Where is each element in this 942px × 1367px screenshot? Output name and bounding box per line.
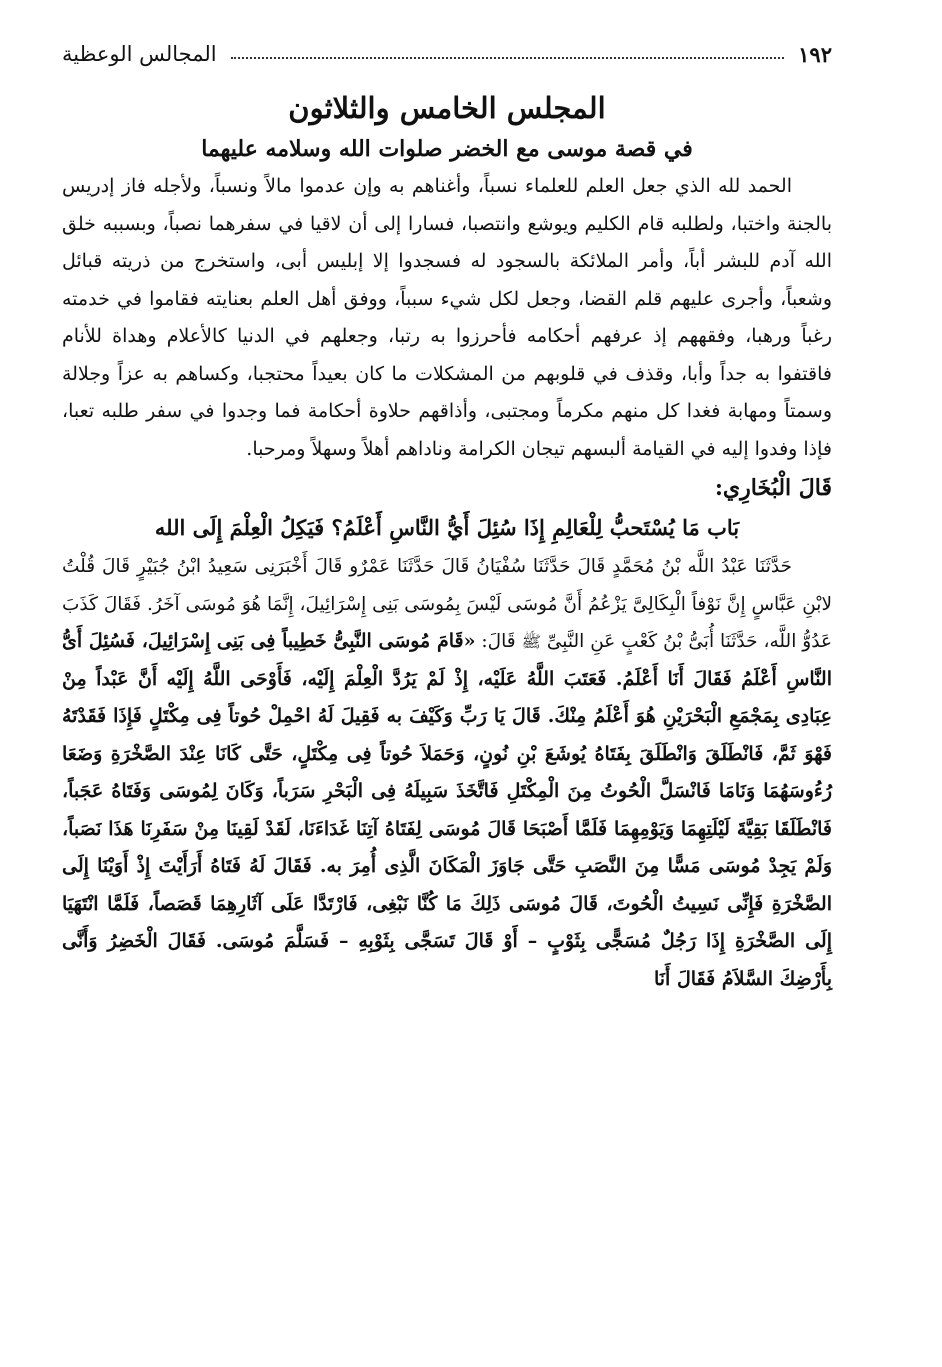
book-title: المجالس الوعظية (62, 42, 217, 66)
hadith-text (62, 548, 832, 998)
intro-paragraph: الحمد لله الذي جعل العلم للعلماء نسباً، وأغناهم به وإن عدموا مالاً ونسباً، ولأجله فاز إدريس بالجنة واختبا، ولطلبه قام الكليم ويوشع وانتصبا، فسارا إلى أن لاقيا في سفرهما نصباً، وبسببه خلق الله آدم للبشر أباً، وأمر الملائكة بالسجود له فسجدوا إلا إبليس أبى، واستخرج من ذريته قبائل وشعباً، وأجرى عليهم قلم القضا، وجعل لكل شيء سبباً، ووفق أهل العلم بعنايته فقاموا في خدمته رغباً ورهبا، وفقههم إذ عرفهم أحكامه فأحرزوا به رتبا، وجعلهم في الدنيا كالأعلام وهداة للأنام فاقتفوا به جداً وأبا، وقذف في قلوبهم من المشكلات ما كان بعيداً محتجبا، وكساهم به عزاً وجلالة وسمتاً ومهابة فغدا كل منهم مكرماً ومجتبى، وأذاقهم حلاوة أحكامة فما وجدوا في سفر طلبه تعبا، فإذا وفدوا إليه في القيامة ألبسهم تيجان الكرامة وناداهم أهلاً وسهلاً ومرحبا. (62, 175, 832, 460)
salutation-glyph: ﷺ (521, 632, 541, 651)
author-attribution: قَالَ الْبُخَارِي: (714, 475, 832, 501)
hadith-matn: «قَامَ مُوسَى النَّبِىُّ خَطِيباً فِى بَنِى إِسْرَائِيلَ، فَسُئِلَ أَىُّ النَّاسِ أَعْلَمُ فَقَالَ أَنَا أَعْلَمُ. فَعَتَبَ اللَّهُ عَلَيْه، إِذْ لَمْ يَرُدَّ الْعِلْمَ إِلَيْه، فَأَوْحَى اللَّهُ إِلَيْه أَنَّ عَبْداً مِنْ عِبَادِى بِمَجْمَعِ الْبَحْرَيْنِ هُوَ أَعْلَمُ مِنْكَ. قَالَ يَا رَبِّ وَكَيْفَ به فَقِيلَ لَهُ احْمِلْ حُوتاً فِى مِكْتَلٍ فَإِذَا فَقَدْتَهُ فَهْوَ ثَمَّ، فَانْطَلَقَ وَانْطَلَقَ بِفَتَاهُ يُوشَعَ بْنِ نُونٍ، وَحَمَلاَ حُوتاً فِى مِكْتَلٍ، حَتَّى كَانَا عِنْدَ الصَّخْرَةِ وَضَعَا رُءُوسَهُمَا وَنَامَا فَانْسَلَّ الْحُوتُ مِنَ الْمِكْتَلِ فَاتَّخَذَ سَبِيلَهُ فِى الْبَحْرِ سَرَباً، وَكَانَ لِمُوسَى وَفَتَاهُ عَجَباً، فَانْطَلَقَا بَقِيَّةَ لَيْلَتِهِمَا وَيَوْمِهِمَا فَلَمَّا أَصْبَحَا قَالَ مُوسَى لِفَتَاهُ آتِنَا غَدَاءَنَا، لَقَدْ لَقِينَا مِنْ سَفَرِنَا هَذَا نَصَباً، وَلَمْ يَجِدْ مُوسَى مَسًّا مِنَ النَّصَبِ حَتَّى جَاوَزَ الْمَكَانَ الَّذِى أُمِرَ به. فَقَالَ لَهُ فَتَاهُ أَرَأَيْتَ إِذْ أَوَيْنَا إِلَى الصَّخْرَةِ فَإِنِّى نَسِيتُ الْحُوتَ، قَالَ مُوسَى ذَلِكَ مَا كُنَّا نَبْغِى، فَارْتَدَّا عَلَى آثَارِهِمَا قَصَصاً، فَلَمَّا انْتَهَيَا إِلَى الصَّخْرَةِ إِذَا رَجُلٌ مُسَجًّى بِثَوْبٍ – أَوْ قَالَ تَسَجَّى بِثَوْبِهِ – فَسَلَّمَ مُوسَى. فَقَالَ الْخَضِرُ وَأَنَّى بِأَرْضِكَ السَّلاَمُ فَقَالَ أَنَا (62, 630, 832, 990)
chapter-title: المجلس الخامس والثلاثون (288, 91, 606, 125)
dotted-leader (231, 57, 785, 59)
hadith-said: قَالَ: (475, 631, 522, 652)
page-number: ١٩٢ (798, 41, 832, 67)
running-header (62, 34, 832, 74)
hadith-chapter-heading: بَاب مَا يُسْتَحبُّ لِلْعَالِمِ إِذَا سُئِلَ أَيُّ النَّاسِ أَعْلَمُ؟ فَيَكِلُ الْعِلْمَ إِلَى الله (154, 515, 740, 540)
book-page (62, 34, 832, 1334)
hadith-isnad: حَدَّثَنَا عَبْدُ اللَّه بْنُ مُحَمَّدٍ قَالَ حَدَّثَنَا سُفْيَانُ قَالَ حَدَّثَنَا عَمْرٌو قَالَ أَخْبَرَنِى سَعِيدُ ابْنُ جُبَيْرٍ قَالَ قُلْتُ لابْنِ عَبَّاسٍ إِنَّ نَوْفاً الْبِكَالِىَّ يَزْعُمُ أَنَّ مُوسَى لَيْسَ بِمُوسَى بَنِى إِسْرَائِيلَ، إِنَّمَا هُوَ مُوسَى آخَرُ. فَقَالَ كَذَبَ عَدُوُّ اللَّه، حَدَّثَنَا أُبَىُّ بْنُ كَعْبٍ عَنِ النَّبِىِّ (62, 556, 832, 652)
chapter-subtitle: في قصة موسى مع الخضر صلوات الله وسلامه عليهما (201, 136, 693, 162)
